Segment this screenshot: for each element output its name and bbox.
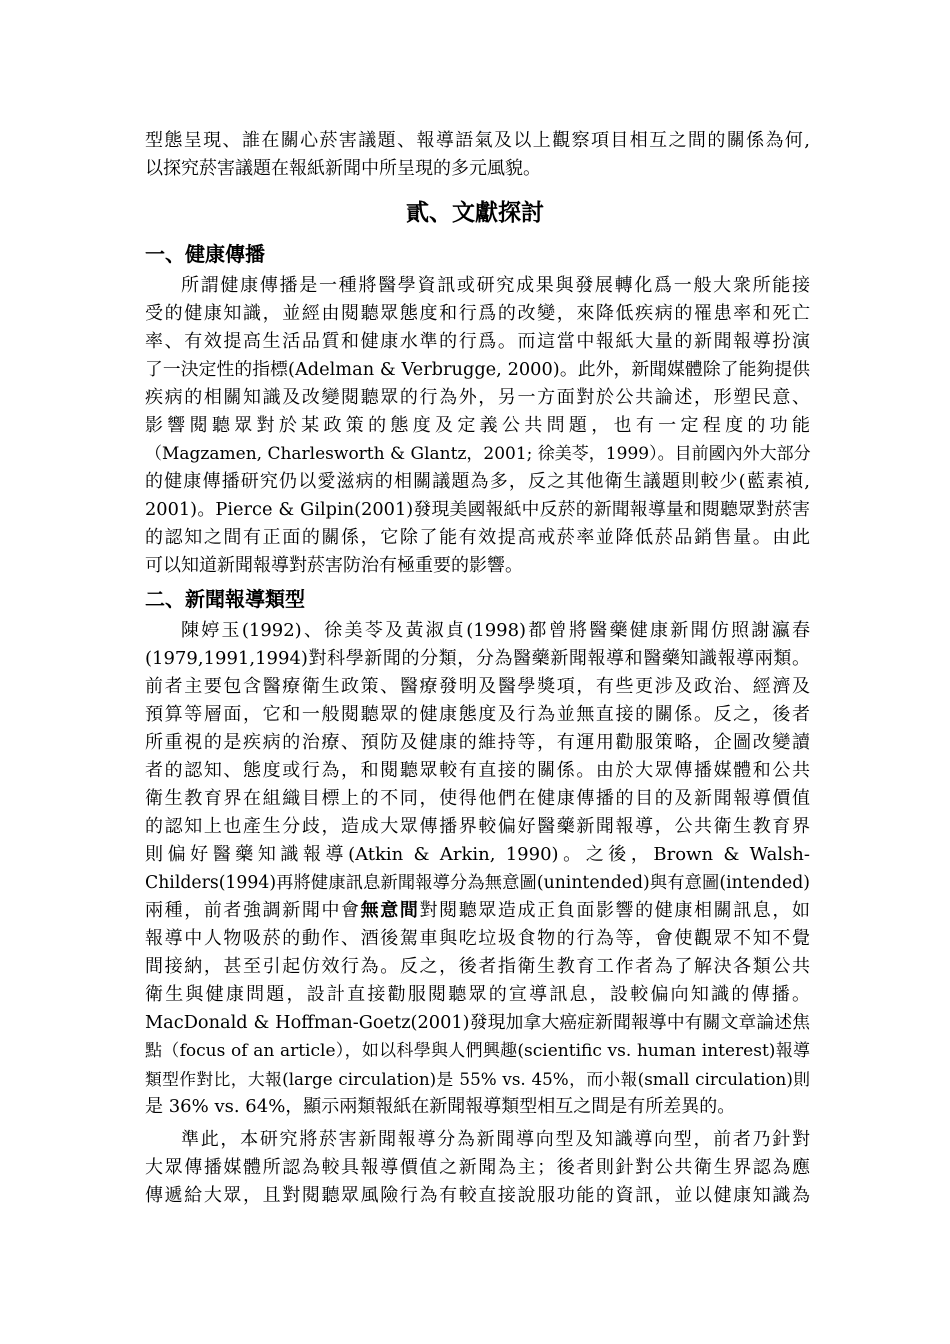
paragraph-line: 是 36% vs. 64%，顯示兩類報紙在新聞報導類型相互之間是有所差異的。 <box>145 1096 736 1117</box>
paragraph-line: 影響閱聽眾對於某政策的態度及定義公共問題，也有一定程度的功能 <box>145 415 810 436</box>
line-segment: 對閱聽眾造成正負面影響的健康相關訊息，如 <box>419 900 811 921</box>
paragraph-line: （Magzamen, Charlesworth & Glantz，2001; 徐美苓，1999）。目前國內外大部分 <box>145 444 811 464</box>
subsection-heading-health-communication: 一、健康傳播 <box>145 242 265 266</box>
paragraph-line: Childers(1994)再將健康訊息新聞報導分為無意圖(unintended)與有意圖(intended) <box>145 873 810 893</box>
paragraph-line: 衛生與健康問題，設計直接勸服閱聽眾的宣導訊息，設較偏向知識的傳播。 <box>145 984 810 1005</box>
paragraph-line: 衛生教育界在組織目標上的不同，使得他們在健康傳播的目的及新聞報導價值 <box>145 788 810 809</box>
intro-line: 以探究菸害議題在報紙新聞中所呈現的多元風貌。 <box>145 158 541 179</box>
intro-line: 型態呈現、誰在關心菸害議題、報導語氣及以上觀察項目相互之間的關係為何, <box>145 130 810 151</box>
emphasis-text: 無意間 <box>360 900 420 921</box>
paragraph-line: 點（focus of an article），如以科學與人們興趣(scientific vs. human interest)報導 <box>145 1041 810 1061</box>
paragraph-line: 則偏好醫藥知識報導(Atkin & Arkin, 1990)。之後，Brown & Walsh- <box>145 844 810 865</box>
paragraph-line: 陳婷玉(1992)、徐美苓及黃淑貞(1998)都曾將醫藥健康新聞仿照謝瀛春 <box>181 620 810 641</box>
paragraph-line: (1979,1991,1994)對科學新聞的分類，分為醫藥新聞報導和醫藥知識報導兩類。 <box>145 648 810 669</box>
paragraph-line: 間接納，甚至引起仿效行為。反之，後者指衛生教育工作者為了解決各類公共 <box>145 956 810 977</box>
paragraph-line: 類型作對比，大報(large circulation)是 55% vs. 45%，而小報(small circulation)則 <box>145 1069 810 1089</box>
subsection-heading-news-report-types: 二、新聞報導類型 <box>145 587 305 611</box>
paragraph-line: 的健康傳播研究仍以愛滋病的相關議題為多，反之其他衛生議題則較少(藍素禎, <box>145 471 810 492</box>
paragraph-line: 傳遞給大眾，且對閱聽眾風險行為有較直接說服功能的資訊，並以健康知識為 <box>145 1185 810 1206</box>
paragraph-line: MacDonald & Hoffman-Goetz(2001)發現加拿大癌症新聞報導中有關文章論述焦 <box>145 1013 810 1033</box>
paragraph-line: 受的健康知識，並經由閱聽眾態度和行爲的改變，來降低疾病的罹患率和死亡 <box>145 303 810 324</box>
paragraph-line: 準此，本研究將菸害新聞報導分為新聞導向型及知識導向型，前者乃針對 <box>181 1129 810 1150</box>
paragraph-line: 者的認知、態度或行為，和閱聽眾較有直接的關係。由於大眾傳播媒體和公共 <box>145 760 810 781</box>
paragraph-line: 大眾傳播媒體所認為較具報導價值之新聞為主；後者則針對公共衛生界認為應 <box>145 1157 810 1178</box>
paragraph-line: 報導中人物吸菸的動作、酒後駕車與吃垃圾食物的行為等，會使觀眾不知不覺 <box>145 928 810 949</box>
paragraph-line: 了一決定性的指標(Adelman & Verbrugge, 2000)。此外，新聞媒體除了能夠提供 <box>145 360 810 380</box>
paragraph-line: 前者主要包含醫療衛生政策、醫療發明及醫學獎項，有些更涉及政治、經濟及 <box>145 676 810 697</box>
section-title: 貳、文獻探討 <box>406 199 544 226</box>
paragraph-line: 預算等層面，它和一般閱聽眾的健康態度及行為並無直接的關係。反之，後者 <box>145 704 810 725</box>
paragraph-line-with-emphasis <box>145 898 810 924</box>
line-segment: 兩種，前者強調新聞中會 <box>145 900 361 921</box>
paragraph-line: 率、有效提高生活品質和健康水準的行爲。而這當中報紙大量的新聞報導扮演 <box>145 331 810 352</box>
paragraph-line: 的認知之間有正面的關係，它除了能有效提高戒菸率並降低菸品銷售量。由此 <box>145 527 810 548</box>
paragraph-line: 的認知上也產生分歧，造成大眾傳播界較偏好醫藥新聞報導，公共衛生教育界 <box>145 816 810 837</box>
paragraph-line: 所重視的是疾病的治療、預防及健康的維持等，有運用勸服策略，企圖改變讀 <box>145 732 810 753</box>
paragraph-line: 可以知道新聞報導對菸害防治有極重要的影響。 <box>145 555 523 576</box>
paragraph-line: 所謂健康傳播是一種將醫學資訊或研究成果與發展轉化爲一般大衆所能接 <box>181 275 810 296</box>
paragraph-line: 疾病的相關知識及改變閱聽眾的行為外，另一方面對於公共論述，形塑民意、 <box>145 387 810 408</box>
paragraph-line: 2001)。Pierce & Gilpin(2001)發現美國報紙中反菸的新聞報導量和閱聽眾對菸害 <box>145 500 810 520</box>
